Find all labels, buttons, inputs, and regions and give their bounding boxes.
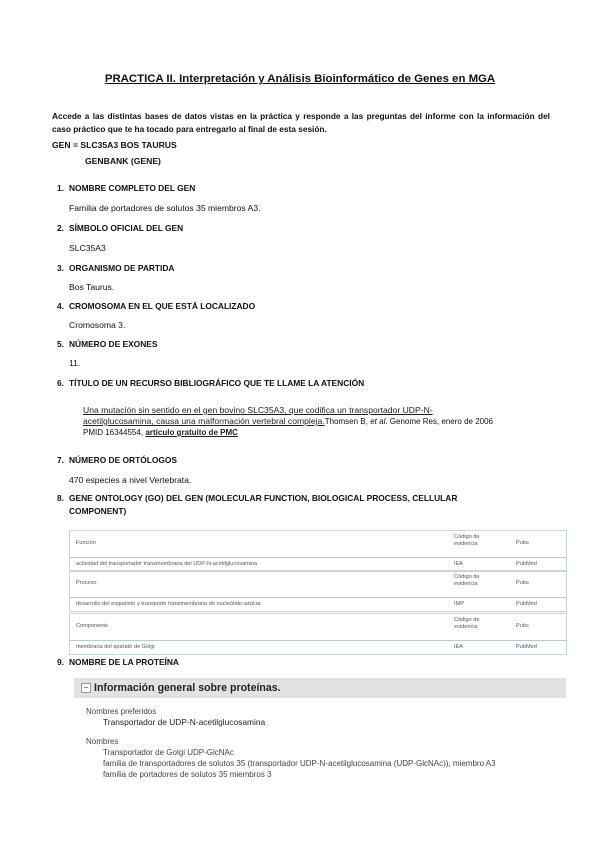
- col-header: Componente: [76, 623, 109, 629]
- pubmed-link[interactable]: PubMed: [516, 561, 537, 567]
- question-9-heading: [57, 657, 179, 668]
- protein-name-item: familia de portadores de solutos 35 miembros 3: [103, 770, 272, 779]
- question-number: 8.: [57, 493, 64, 503]
- question-4-heading: [57, 301, 255, 312]
- go-term-link[interactable]: actividad del transportador transmembrana del UDP-N-acetilglucosamina: [76, 561, 258, 567]
- question-title: GENE ONTOLOGY (GO) DEL GEN (MOLECULAR FUNCTION, BIOLOGICAL PROCESS, CELLULAR: [69, 493, 458, 503]
- evidence-code: IEA: [454, 561, 464, 567]
- reference-etal: et al: [370, 417, 386, 426]
- col-header: Código de evidencia: [454, 617, 480, 630]
- question-2-answer: SLC35A3: [69, 243, 106, 253]
- protein-name-item: familia de transportadores de solutos 35 (transportador UDP-N-acetilglucosamina (UDP-GlcNAc)), miembro A3: [103, 759, 496, 768]
- evidence-code: IEA: [454, 644, 464, 650]
- col-header: Pubs: [516, 580, 529, 586]
- gene-line: GEN = SLC35A3 BOS TAURUS: [52, 140, 177, 150]
- question-8-heading: [57, 493, 457, 504]
- preferred-names-label: Nombres preferidos: [86, 707, 157, 716]
- preferred-name-value: Transportador de UDP-N-acetilglucosamina: [103, 717, 266, 727]
- source-line: GENBANK (GENE): [85, 156, 161, 166]
- question-2-heading: [57, 223, 183, 234]
- question-title: NÚMERO DE ORTÓLOGOS: [69, 455, 177, 465]
- col-header: Pubs: [516, 623, 529, 629]
- collapse-toggle-icon[interactable]: −: [81, 683, 91, 693]
- col-header: Código de evidencia: [454, 534, 480, 547]
- question-6-heading: [57, 378, 364, 389]
- col-header: Proceso: [76, 580, 97, 586]
- col-header: Código de evidencia: [454, 574, 480, 587]
- intro-paragraph: Accede a las distintas bases de datos vistas en la práctica y responde a las preguntas del informe con la información del caso práctico que te ha tocado para entregarlo al final de esta sesión.: [52, 111, 550, 134]
- question-8-heading-continued: COMPONENT): [69, 506, 127, 516]
- go-term-link[interactable]: desarrollo del esqueleto y transporte transmembrana de nucleótido-azúcar: [76, 601, 261, 607]
- question-number: 9.: [57, 657, 64, 667]
- question-3-heading: [57, 263, 174, 274]
- question-number: 5.: [57, 339, 64, 349]
- reference-title-link[interactable]: Una mutación sin sentido en el gen bovino SLC35A3, que codifica un transportador UDP-N-: [83, 405, 433, 415]
- question-title: ORGANISMO DE PARTIDA: [69, 263, 175, 273]
- reference-title-link-continued[interactable]: acetilglucosamina, causa una malformación vertebral compleja.: [83, 416, 325, 426]
- table-row: [70, 598, 566, 611]
- question-1-answer: Familia de portadores de solutos 35 miembros A3.: [69, 203, 261, 213]
- question-5-heading: [57, 339, 157, 350]
- protein-name-item: Transportador de Golgi UDP-GlcNAc: [103, 748, 234, 757]
- question-4-answer: Cromosoma 3.: [69, 320, 126, 330]
- reference-journal: . Genome Res, enero de 2006: [385, 417, 493, 426]
- bibliographic-reference: [83, 405, 493, 438]
- protein-info-panel-header[interactable]: [74, 678, 566, 698]
- evidence-code: IMP: [454, 601, 464, 607]
- table-row: [70, 641, 566, 654]
- question-7-answer: 470 especies a nivel Vertebrata.: [69, 475, 192, 485]
- go-function-table: [69, 530, 567, 572]
- question-number: 2.: [57, 223, 64, 233]
- question-title: CROMOSOMA EN EL QUE ESTÁ LOCALIZADO: [69, 301, 256, 311]
- question-title: TÍTULO DE UN RECURSO BIBLIOGRÁFICO QUE TE LLAME LA ATENCIÓN: [69, 378, 365, 388]
- pubmed-link[interactable]: PubMed: [516, 601, 537, 607]
- reference-pmid: PMID 16344554,: [83, 428, 144, 437]
- page-title: PRACTICA II. Interpretación y Análisis Bioinformático de Genes en MGA: [104, 73, 496, 85]
- question-1-heading: [57, 183, 195, 194]
- question-number: 4.: [57, 301, 64, 311]
- question-3-answer: Bos Taurus.: [69, 282, 115, 292]
- pmc-free-article-link[interactable]: artículo gratuito de PMC: [145, 428, 238, 437]
- question-title: SÍMBOLO OFICIAL DEL GEN: [69, 223, 184, 233]
- go-component-table: [69, 613, 567, 655]
- go-term-link[interactable]: membrana del aparato de Golgi: [76, 644, 155, 650]
- col-header: Pubs: [516, 540, 529, 546]
- question-title: NOMBRE DE LA PROTEÍNA: [69, 657, 179, 667]
- question-7-heading: [57, 455, 177, 466]
- col-header: Función: [76, 540, 96, 546]
- question-number: 3.: [57, 263, 64, 273]
- go-process-table: [69, 570, 567, 612]
- question-number: 6.: [57, 378, 64, 388]
- names-label: Nombres: [86, 737, 119, 746]
- question-number: 1.: [57, 183, 64, 193]
- panel-title: Información general sobre proteínas.: [94, 682, 281, 694]
- question-title: NOMBRE COMPLETO DEL GEN: [69, 183, 196, 193]
- reference-authors: Thomsen B,: [324, 417, 368, 426]
- question-number: 7.: [57, 455, 64, 465]
- pubmed-link[interactable]: PubMed: [516, 644, 537, 650]
- question-title: NÚMERO DE EXONES: [69, 339, 158, 349]
- question-5-answer: 11.: [69, 358, 81, 368]
